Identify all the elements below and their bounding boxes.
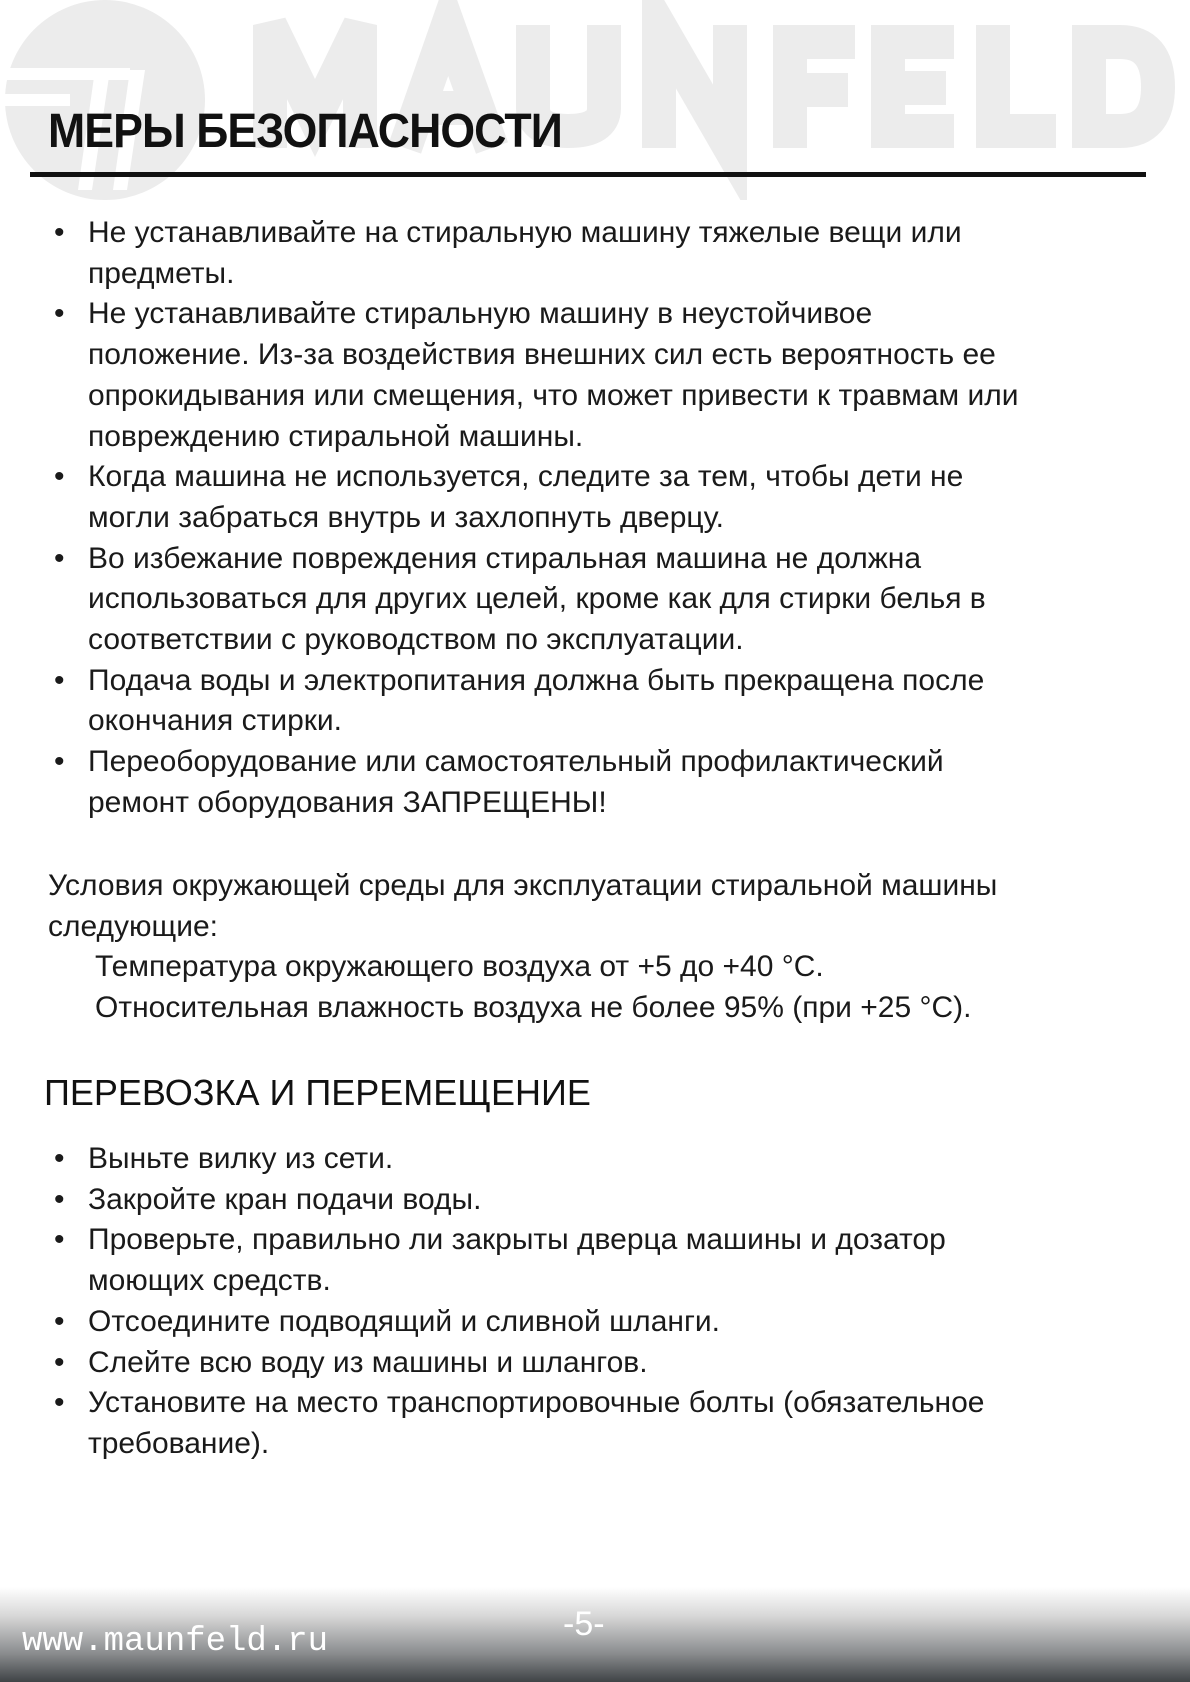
list-item: [0, 457, 1190, 538]
bullet-icon: •: [54, 541, 65, 575]
list-item-line: использоваться для других целей, кроме как для стирки белья в: [88, 582, 986, 616]
list-item: [0, 294, 1190, 457]
conditions-intro-line: Условия окружающей среды для эксплуатации стиральной машины: [48, 869, 998, 902]
list-item-line: окончания стирки.: [88, 704, 343, 738]
list-item-line: ремонт оборудования ЗАПРЕЩЕНЫ!: [88, 785, 607, 819]
list-item-line: повреждению стиральной машины.: [88, 419, 584, 453]
list-item-line: моющих средств.: [88, 1264, 331, 1298]
list-item-line: опрокидывания или смещения, что может привести к травмам или: [88, 378, 1019, 412]
list-item-line: Не устанавливайте на стиральную машину тяжелые вещи или: [88, 216, 962, 249]
list-item-line: Не устанавливайте стиральную машину в неустойчивое: [88, 297, 873, 331]
bullet-icon: •: [54, 745, 65, 779]
list-item-line: Выньте вилку из сети.: [88, 1142, 394, 1175]
bullet-icon: •: [54, 1182, 65, 1216]
safety-bullet-list: [0, 213, 1190, 824]
list-item: [0, 1220, 1190, 1301]
transport-bullet-list: [0, 1139, 1190, 1465]
list-item: [0, 213, 1190, 294]
list-item: [0, 1343, 1190, 1384]
list-item-line: требование).: [88, 1426, 270, 1460]
list-item: [0, 1139, 1190, 1180]
list-item-line: Закройте кран подачи воды.: [88, 1182, 482, 1216]
title-divider: [30, 172, 1146, 177]
list-item-line: могли забраться внутрь и захлопнуть дверцу.: [88, 500, 724, 534]
transport-heading: ПЕРЕВОЗКА И ПЕРЕМЕЩЕНИЕ: [44, 1072, 591, 1113]
page-footer: [0, 1587, 1190, 1682]
page-number: -5-: [563, 1605, 605, 1643]
list-item: [0, 661, 1190, 742]
bullet-icon: •: [54, 1345, 65, 1379]
bullet-icon: •: [54, 216, 65, 249]
bullet-icon: •: [54, 1386, 65, 1420]
list-item-line: Отсоедините подводящий и сливной шланги.: [88, 1304, 720, 1338]
list-item-line: положение. Из-за воздействия внешних сил есть вероятность ее: [88, 338, 996, 372]
list-item: [0, 539, 1190, 661]
list-item-line: Слейте всю воду из машины и шлангов.: [88, 1345, 648, 1379]
list-item-line: Установите на место транспортировочные болты (обязательное: [88, 1386, 985, 1420]
list-item-line: Проверьте, правильно ли закрыты дверца машины и дозатор: [88, 1223, 946, 1257]
list-item: [0, 1302, 1190, 1343]
bullet-icon: •: [54, 460, 65, 494]
humidity-condition: Относительная влажность воздуха не более 95% (при +25 °С).: [95, 991, 972, 1025]
conditions-intro-line: следующие:: [48, 909, 218, 943]
list-item-line: Во избежание повреждения стиральная машина не должна: [88, 541, 922, 575]
list-item-line: Подача воды и электропитания должна быть прекращена после: [88, 663, 985, 697]
list-item-line: соответствии с руководством по эксплуатации.: [88, 623, 744, 657]
bullet-icon: •: [54, 1304, 65, 1338]
operating-conditions: [0, 866, 1190, 1029]
list-item-line: Переоборудование или самостоятельный профилактический: [88, 745, 944, 779]
list-item: [0, 742, 1190, 823]
page-title: МЕРЫ БЕЗОПАСНОСТИ: [48, 105, 562, 158]
bullet-icon: •: [54, 1142, 65, 1175]
list-item-line: предметы.: [88, 256, 235, 290]
bullet-icon: •: [54, 663, 65, 697]
temperature-condition: Температура окружающего воздуха от +5 до +40 °С.: [95, 950, 824, 984]
list-item: [0, 1383, 1190, 1464]
bullet-icon: •: [54, 297, 65, 331]
maunfeld-watermark-logo: [0, 0, 1190, 200]
bullet-icon: •: [54, 1223, 65, 1257]
website-link[interactable]: www.maunfeld.ru: [22, 1623, 329, 1661]
list-item: [0, 1180, 1190, 1221]
list-item-line: Когда машина не используется, следите за тем, чтобы дети не: [88, 460, 964, 494]
